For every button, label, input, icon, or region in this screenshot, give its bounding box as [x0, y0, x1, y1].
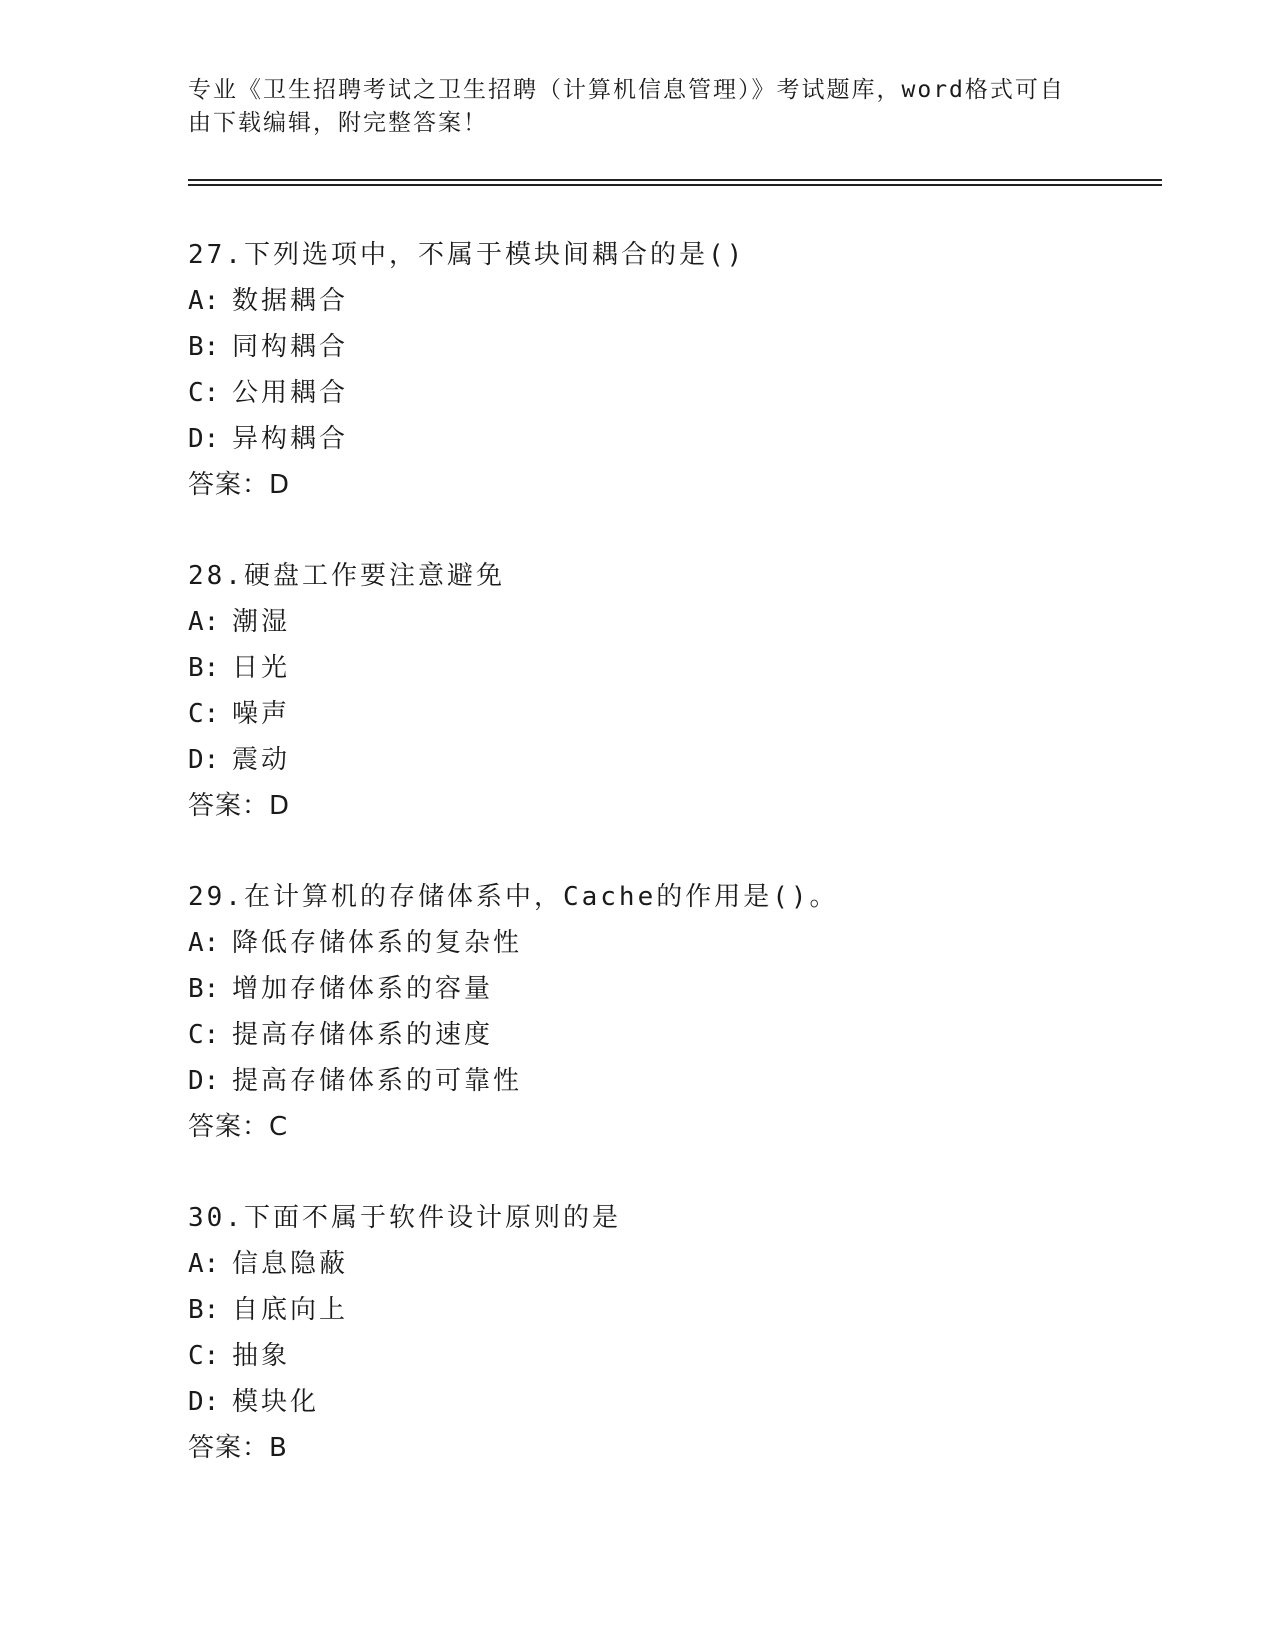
option-text: 提高存储体系的速度	[232, 1020, 494, 1050]
option-c	[188, 691, 1162, 737]
option-c	[188, 1333, 1162, 1379]
option-letter: B:	[188, 1295, 220, 1325]
option-a	[188, 920, 1162, 966]
answer-line: 答案：B	[188, 1433, 288, 1463]
option-b	[188, 966, 1162, 1012]
option-text: 自底向上	[232, 1295, 349, 1325]
option-letter: B:	[188, 653, 220, 683]
option-text: 信息隐蔽	[232, 1249, 349, 1279]
question-title: 27.下列选项中，不属于模块间耦合的是()	[188, 240, 746, 270]
answer-line: 答案：C	[188, 1112, 289, 1142]
option-text: 潮湿	[232, 607, 291, 637]
option-a	[188, 1241, 1162, 1287]
option-text: 异构耦合	[232, 424, 349, 454]
option-letter: C:	[188, 378, 220, 408]
option-d	[188, 1058, 1162, 1104]
option-letter: D:	[188, 424, 220, 454]
option-letter: A:	[188, 607, 220, 637]
option-text: 公用耦合	[232, 378, 349, 408]
option-letter: C:	[188, 1020, 220, 1050]
option-c	[188, 370, 1162, 416]
option-letter: C:	[188, 699, 220, 729]
option-a	[188, 278, 1162, 324]
option-text: 提高存储体系的可靠性	[232, 1066, 523, 1096]
option-text: 噪声	[232, 699, 291, 729]
option-letter: A:	[188, 928, 220, 958]
header-divider-bottom	[188, 184, 1162, 186]
option-d	[188, 1379, 1162, 1425]
option-text: 震动	[232, 745, 291, 775]
option-text: 日光	[232, 653, 291, 683]
option-letter: D:	[188, 1387, 220, 1417]
option-letter: A:	[188, 1249, 220, 1279]
document-header	[188, 74, 1088, 140]
option-text: 增加存储体系的容量	[232, 974, 494, 1004]
option-text: 抽象	[232, 1341, 291, 1371]
header-line-1: 专业《卫生招聘考试之卫生招聘（计算机信息管理）》考试题库，word格式可自	[188, 77, 1065, 103]
answer-line: 答案：D	[188, 470, 291, 500]
question-title: 29.在计算机的存储体系中，Cache的作用是()。	[188, 882, 839, 912]
question-28	[188, 553, 1162, 874]
option-d	[188, 737, 1162, 783]
header-divider-top	[188, 179, 1162, 181]
option-text: 降低存储体系的复杂性	[232, 928, 523, 958]
option-b	[188, 645, 1162, 691]
question-30	[188, 1195, 1162, 1516]
option-b	[188, 1287, 1162, 1333]
question-27	[188, 232, 1162, 553]
answer-line: 答案：D	[188, 791, 291, 821]
option-letter: C:	[188, 1341, 220, 1371]
option-text: 同构耦合	[232, 332, 349, 362]
question-title: 30.下面不属于软件设计原则的是	[188, 1203, 621, 1233]
question-29	[188, 874, 1162, 1195]
option-letter: D:	[188, 1066, 220, 1096]
question-list	[188, 232, 1162, 1516]
option-d	[188, 416, 1162, 462]
option-text: 数据耦合	[232, 286, 349, 316]
option-text: 模块化	[232, 1387, 320, 1417]
option-letter: D:	[188, 745, 220, 775]
option-b	[188, 324, 1162, 370]
option-letter: B:	[188, 332, 220, 362]
option-a	[188, 599, 1162, 645]
header-line-2: 由下载编辑，附完整答案！	[188, 110, 488, 136]
option-letter: A:	[188, 286, 220, 316]
question-title: 28.硬盘工作要注意避免	[188, 561, 505, 591]
option-c	[188, 1012, 1162, 1058]
option-letter: B:	[188, 974, 220, 1004]
